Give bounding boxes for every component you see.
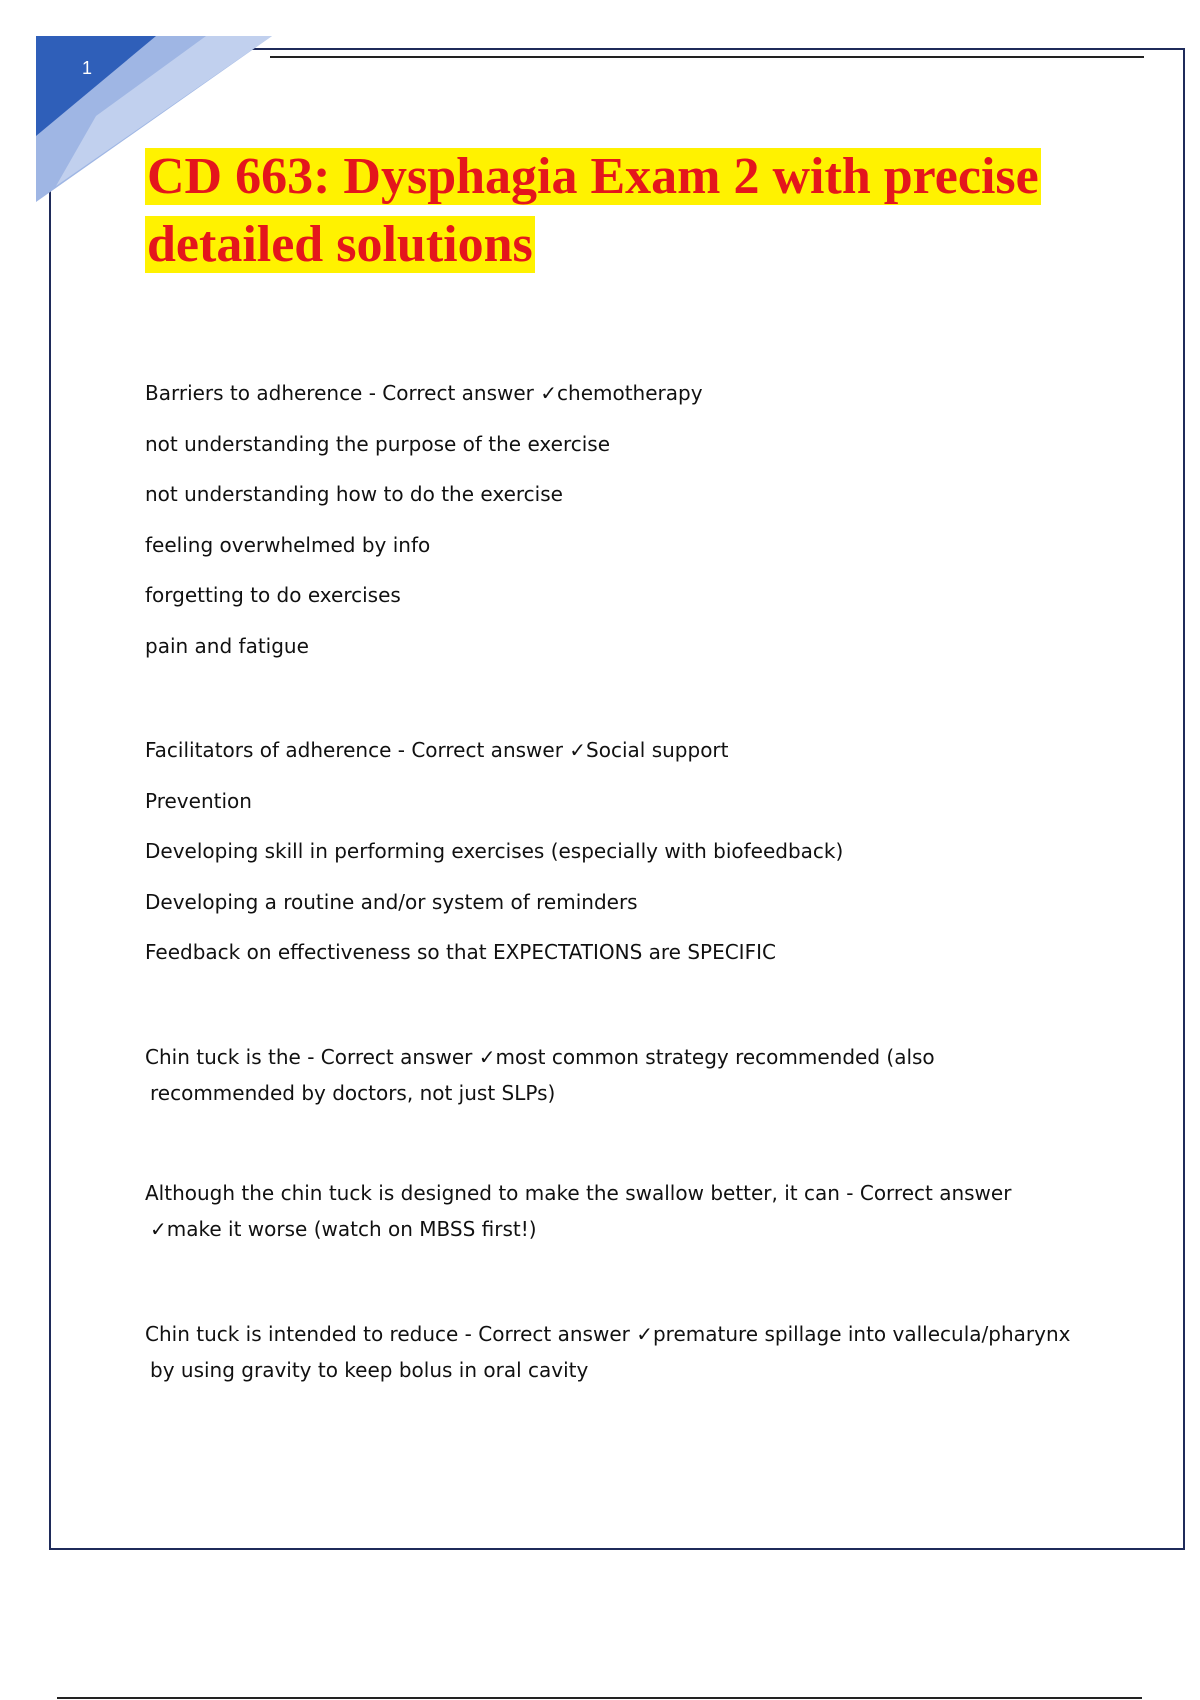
title-line-1: CD 663: Dysphagia Exam 2 with precise xyxy=(147,148,1039,205)
qa-line xyxy=(145,737,1115,788)
answer-line: forgetting to do exercises xyxy=(145,583,401,607)
page-number: 1 xyxy=(82,58,93,78)
qa-facilitators xyxy=(145,737,1115,990)
question-prompt: Barriers to adherence - Correct answer xyxy=(145,381,541,405)
question-prompt: Chin tuck is intended to reduce - Correct answer xyxy=(145,1322,637,1346)
answer-line: Developing a routine and/or system of reminders xyxy=(145,889,638,914)
answer-text: Social support xyxy=(586,738,729,762)
answer-text: make it worse (watch on MBSS first!) xyxy=(166,1217,537,1241)
answer-line: Prevention xyxy=(145,788,252,813)
document-title xyxy=(145,143,1045,279)
header-rule xyxy=(270,56,1144,58)
check-mark-icon: ✓ xyxy=(569,738,587,762)
answer-line: pain and fatigue xyxy=(145,633,309,658)
question-prompt: Although the chin tuck is designed to make the swallow better, it can - Correct answer xyxy=(145,1181,1012,1205)
question-prompt: Facilitators of adherence - Correct answer xyxy=(145,738,570,762)
answer-line: not understanding how to do the exercise xyxy=(145,482,563,506)
check-mark-icon: ✓ xyxy=(150,1217,167,1241)
qa-chin-tuck-worse xyxy=(145,1175,1115,1247)
answer-line: not understanding the purpose of the exercise xyxy=(145,431,610,456)
answer-line: Feedback on effectiveness so that EXPECTATIONS are SPECIFIC xyxy=(145,940,776,964)
qa-line xyxy=(145,1211,1115,1247)
answer-text: chemotherapy xyxy=(557,381,703,405)
qa-barriers xyxy=(145,380,1115,683)
answer-line: Developing skill in performing exercises (especially with biofeedback) xyxy=(145,839,844,863)
answer-continuation: by using gravity to keep bolus in oral cavity xyxy=(150,1358,589,1382)
qa-chin-tuck-reduce xyxy=(145,1316,1115,1388)
title-line-2: detailed solutions xyxy=(147,216,533,273)
qa-line xyxy=(145,1316,1115,1352)
qa-line xyxy=(145,1039,1115,1075)
answer-text: premature spillage into vallecula/pharynx xyxy=(652,1322,1071,1346)
check-mark-icon: ✓ xyxy=(636,1322,653,1346)
answer-continuation: recommended by doctors, not just SLPs) xyxy=(150,1081,556,1105)
question-prompt: Chin tuck is the - Correct answer xyxy=(145,1045,479,1069)
check-mark-icon: ✓ xyxy=(540,381,558,405)
footer-rule xyxy=(57,1697,1142,1699)
answer-line: feeling overwhelmed by info xyxy=(145,532,431,557)
check-mark-icon: ✓ xyxy=(478,1045,496,1069)
answer-text: most common strategy recommended (also xyxy=(495,1045,935,1069)
qa-chin-tuck-common xyxy=(145,1039,1115,1111)
qa-line xyxy=(145,380,1115,431)
